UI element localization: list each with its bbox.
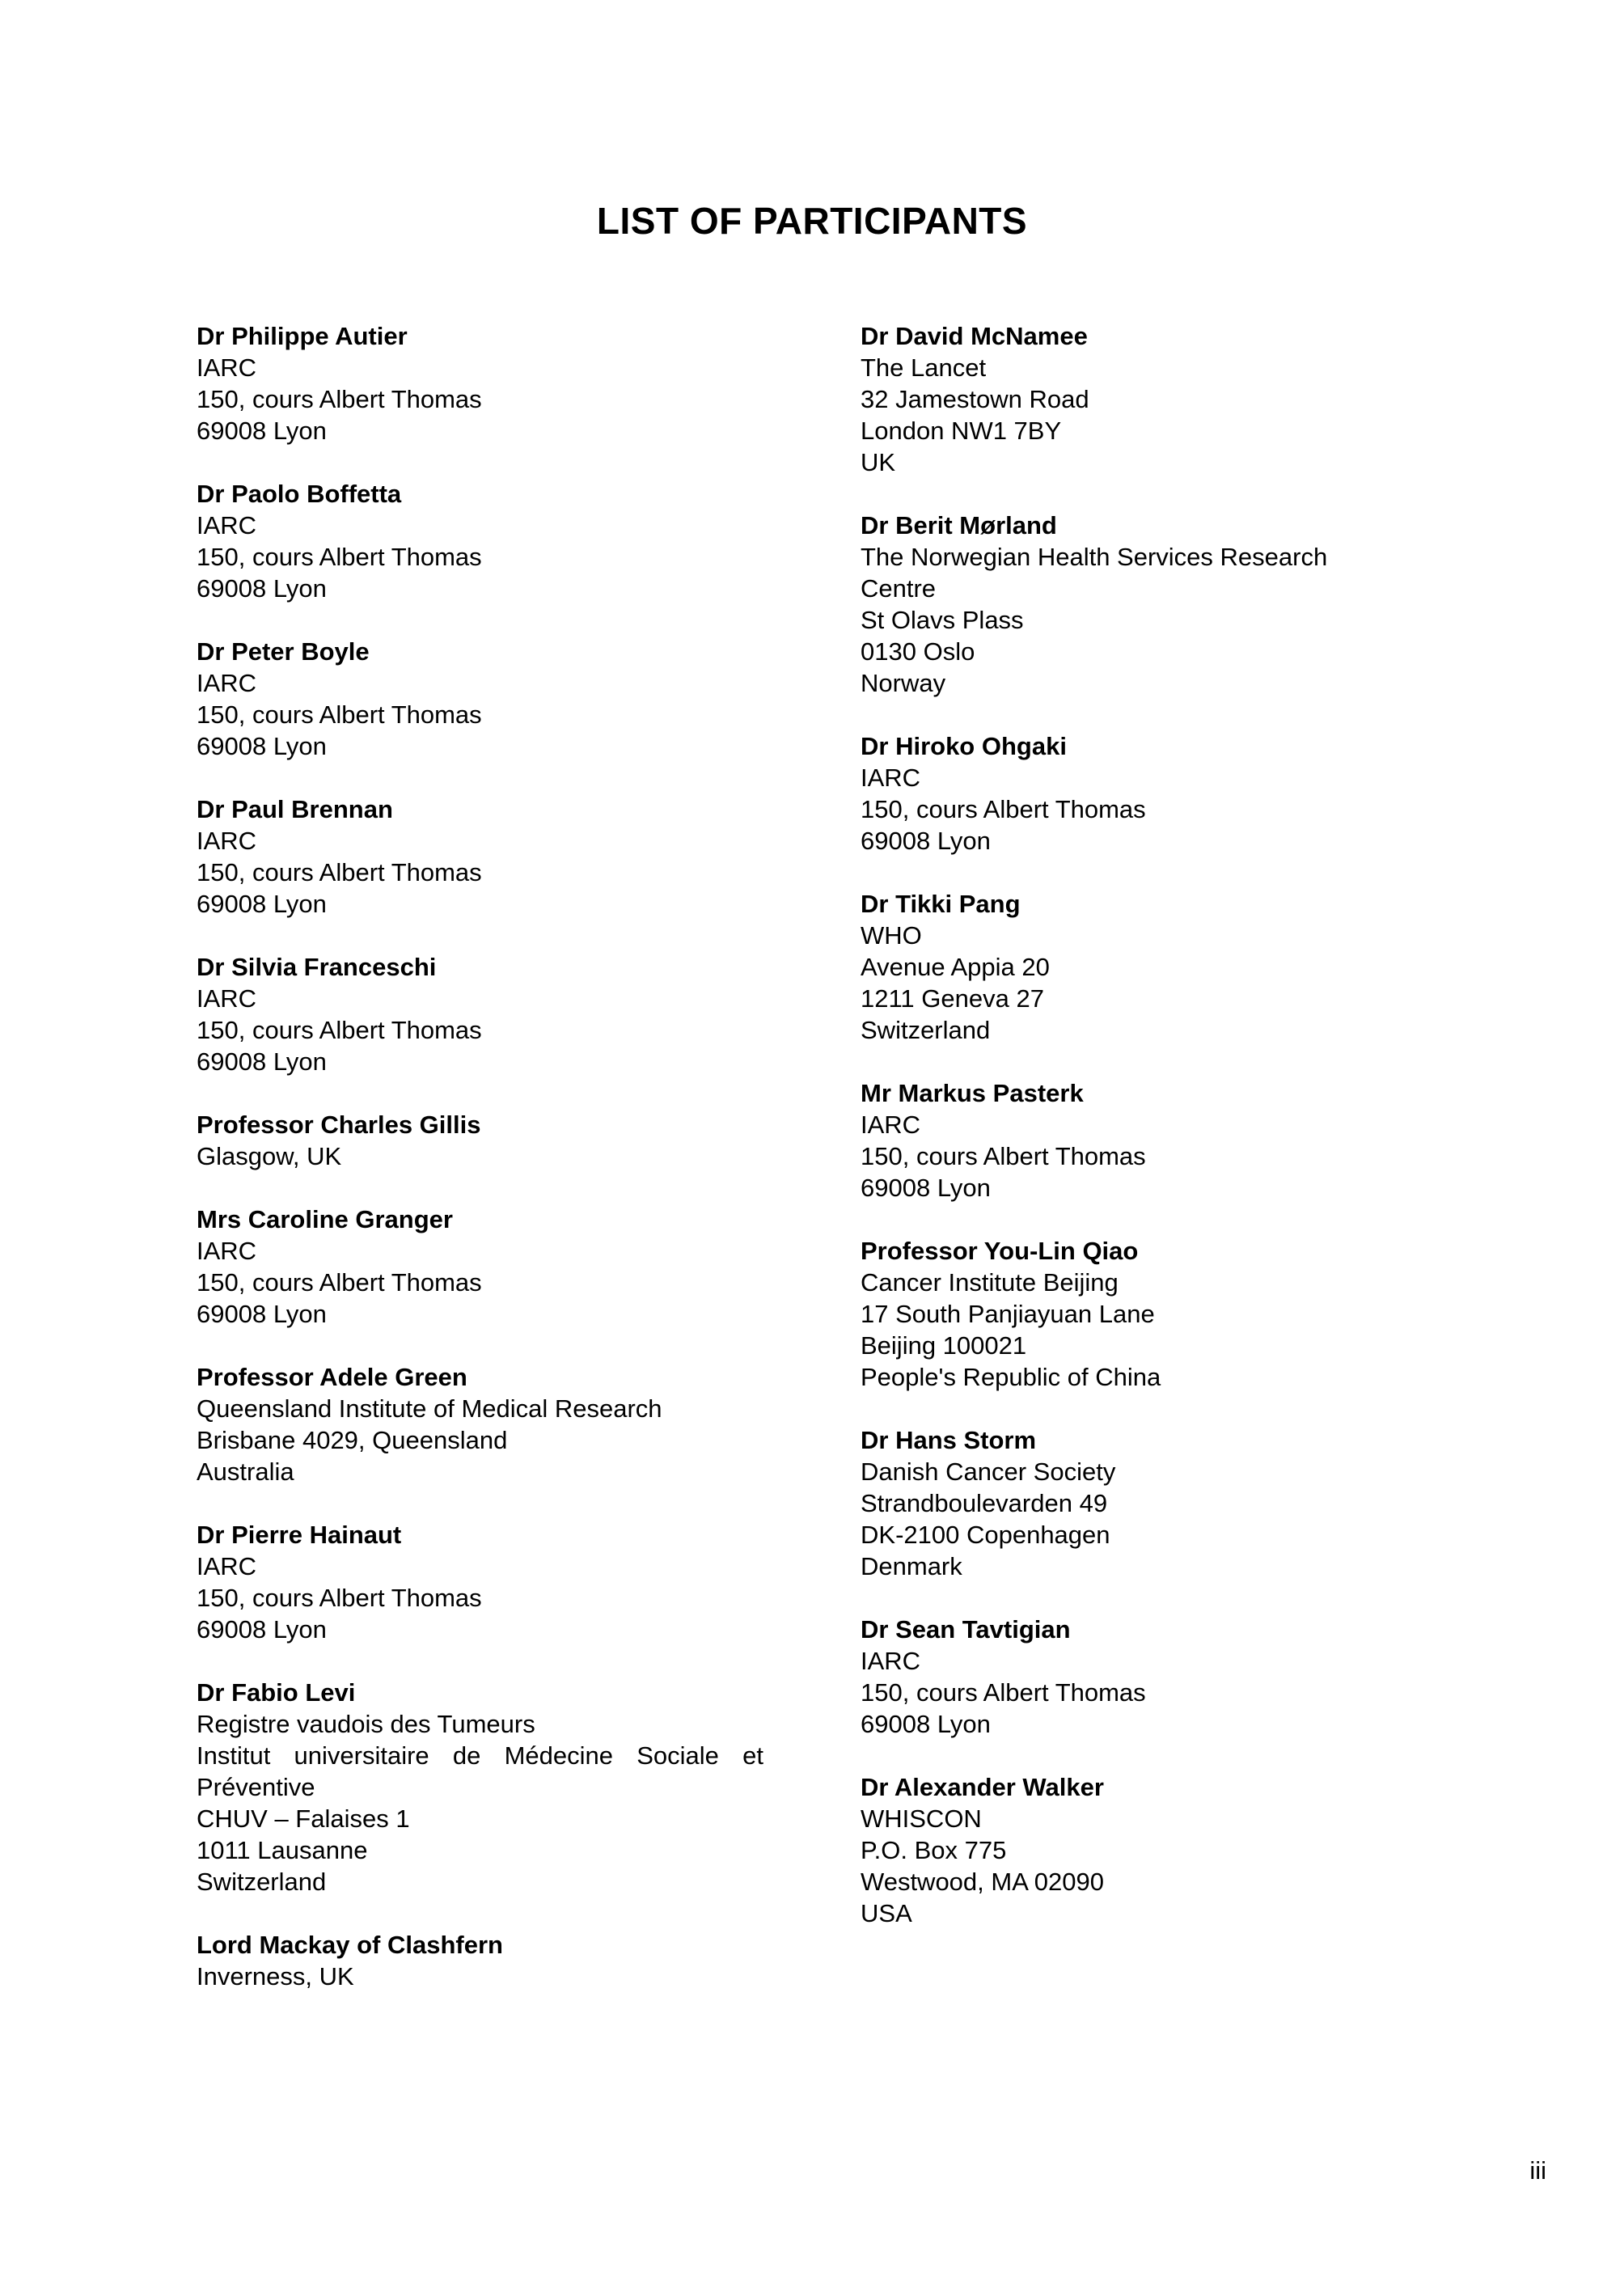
participant-entry [197, 636, 763, 762]
participant-entry [197, 793, 763, 920]
participant-address-line: DK-2100 Copenhagen [861, 1521, 1110, 1549]
participant-address-line: 69008 Lyon [197, 1615, 327, 1644]
participant-address-line: IARC [197, 1552, 257, 1580]
participant-name: Dr Paolo Boffetta [197, 480, 402, 508]
participant-name: Dr Berit Mørland [861, 511, 1057, 539]
participant-name: Dr Hans Storm [861, 1426, 1037, 1454]
participant-address-line: IARC [197, 984, 257, 1013]
participant-address-line: Glasgow, UK [197, 1142, 342, 1170]
participant-name: Professor Adele Green [197, 1363, 467, 1391]
participant-address-line: Cancer Institute Beijing [861, 1268, 1119, 1297]
participant-entry [197, 951, 763, 1077]
participant-name: Dr Hiroko Ohgaki [861, 732, 1067, 760]
participant-address-line: Westwood, MA 02090 [861, 1868, 1104, 1896]
participant-entry [197, 1109, 763, 1172]
participant-address-line: People's Republic of China [861, 1363, 1161, 1391]
participant-name: Dr Fabio Levi [197, 1678, 356, 1707]
participant-name: Dr Alexander Walker [861, 1773, 1104, 1801]
participant-name: Lord Mackay of Clashfern [197, 1931, 503, 1959]
participant-entry [861, 1235, 1427, 1393]
participant-entry [197, 1204, 763, 1330]
participant-entry [861, 888, 1427, 1046]
participant-address-line: 69008 Lyon [197, 417, 327, 445]
participant-entry [197, 478, 763, 604]
participant-address-line: 150, cours Albert Thomas [197, 1016, 482, 1044]
participants-list [197, 320, 1427, 2024]
participant-address-line: 69008 Lyon [861, 827, 991, 855]
participant-address-line: 32 Jamestown Road [861, 385, 1089, 413]
participant-address-line: Switzerland [861, 1016, 991, 1044]
participant-address-line: 1011 Lausanne [197, 1836, 368, 1864]
participant-entry [861, 510, 1427, 699]
participant-name: Dr David McNamee [861, 322, 1088, 350]
participant-address-line: Avenue Appia 20 [861, 953, 1050, 981]
participant-address-line: 150, cours Albert Thomas [861, 1142, 1146, 1170]
participant-name: Dr Tikki Pang [861, 890, 1021, 918]
participant-address-line: London NW1 7BY [861, 417, 1062, 445]
participant-address-line: 150, cours Albert Thomas [197, 385, 482, 413]
participant-address-line: IARC [197, 353, 257, 382]
participant-address-line: Queensland Institute of Medical Research [197, 1394, 662, 1423]
participant-address-line: Strandboulevarden 49 [861, 1489, 1108, 1517]
participant-address-line: The Lancet [861, 353, 987, 382]
participant-address-line: Inverness, UK [197, 1962, 354, 1991]
participant-address-line: 69008 Lyon [197, 574, 327, 603]
participant-entry [861, 1424, 1427, 1582]
page-number: iii [1529, 2156, 1546, 2185]
participant-address-line: 1211 Geneva 27 [861, 984, 1044, 1013]
participants-column-right [861, 320, 1427, 2024]
participant-address-line: 0130 Oslo [861, 637, 975, 666]
participant-name: Dr Pierre Hainaut [197, 1521, 402, 1549]
participant-entry [197, 1677, 763, 1897]
participant-entry [197, 1929, 763, 1992]
participant-address-line: Switzerland [197, 1868, 327, 1896]
participant-address-line: Préventive [197, 1773, 315, 1801]
participant-address-line: Danish Cancer Society [861, 1457, 1116, 1486]
participant-address-line: Beijing 100021 [861, 1331, 1027, 1360]
participant-address-line: 150, cours Albert Thomas [197, 700, 482, 729]
participant-entry [861, 730, 1427, 857]
participant-entry [861, 1771, 1427, 1929]
participant-address-line: IARC [197, 827, 257, 855]
participant-address-line: IARC [861, 764, 921, 792]
participant-address-line: Institut universitaire de Médecine Sociale et [197, 1741, 763, 1770]
participant-address-line: 69008 Lyon [861, 1174, 991, 1202]
participant-name: Dr Paul Brennan [197, 795, 393, 823]
participant-address-line: IARC [197, 1237, 257, 1265]
participant-address-line: Norway [861, 669, 946, 697]
participant-address-line: 17 South Panjiayuan Lane [861, 1300, 1155, 1328]
participant-address-line: Brisbane 4029, Queensland [197, 1426, 508, 1454]
participant-address-line: 69008 Lyon [197, 1047, 327, 1076]
participant-address-line: 150, cours Albert Thomas [197, 858, 482, 886]
participant-name: Dr Sean Tavtigian [861, 1615, 1071, 1644]
participant-address-line: 150, cours Albert Thomas [197, 1268, 482, 1297]
participant-entry [197, 1361, 763, 1487]
participant-name: Professor You-Lin Qiao [861, 1237, 1139, 1265]
participant-entry [861, 320, 1427, 478]
participant-address-line: The Norwegian Health Services Research [861, 543, 1328, 571]
participant-name: Dr Silvia Franceschi [197, 953, 437, 981]
participant-address-line: WHO [861, 921, 922, 950]
participant-address-line: 150, cours Albert Thomas [197, 543, 482, 571]
participant-address-line: Centre [861, 574, 937, 603]
participant-address-line: 69008 Lyon [197, 890, 327, 918]
participant-name: Dr Peter Boyle [197, 637, 370, 666]
participant-address-line: 69008 Lyon [861, 1710, 991, 1738]
participant-address-line: 69008 Lyon [197, 732, 327, 760]
participant-name: Mrs Caroline Granger [197, 1205, 453, 1233]
participant-address-line: Australia [197, 1457, 294, 1486]
page-title: LIST OF PARTICIPANTS [596, 200, 1028, 242]
participant-address-line: IARC [197, 511, 257, 539]
participant-address-line: IARC [861, 1647, 921, 1675]
participant-address-line: UK [861, 448, 896, 476]
participant-address-line: 150, cours Albert Thomas [197, 1584, 482, 1612]
participants-column-left [197, 320, 763, 2024]
participant-address-line: 150, cours Albert Thomas [861, 1678, 1146, 1707]
participant-address-line: 150, cours Albert Thomas [861, 795, 1146, 823]
participant-name: Dr Philippe Autier [197, 322, 408, 350]
participant-address-line: IARC [861, 1111, 921, 1139]
participant-name: Professor Charles Gillis [197, 1111, 481, 1139]
participant-entry [197, 320, 763, 446]
participant-address-line: Denmark [861, 1552, 962, 1580]
participant-address-line: P.O. Box 775 [861, 1836, 1007, 1864]
participant-address-line: 69008 Lyon [197, 1300, 327, 1328]
participant-entry [861, 1077, 1427, 1204]
participant-address-line: WHISCON [861, 1804, 982, 1833]
participant-address-line: Registre vaudois des Tumeurs [197, 1710, 535, 1738]
participant-entry [197, 1519, 763, 1645]
participant-address-line: CHUV – Falaises 1 [197, 1804, 410, 1833]
participant-address-line: St Olavs Plass [861, 606, 1024, 634]
participant-address-line: IARC [197, 669, 257, 697]
participant-address-line: USA [861, 1899, 912, 1927]
participant-name: Mr Markus Pasterk [861, 1079, 1084, 1107]
participant-entry [861, 1614, 1427, 1740]
